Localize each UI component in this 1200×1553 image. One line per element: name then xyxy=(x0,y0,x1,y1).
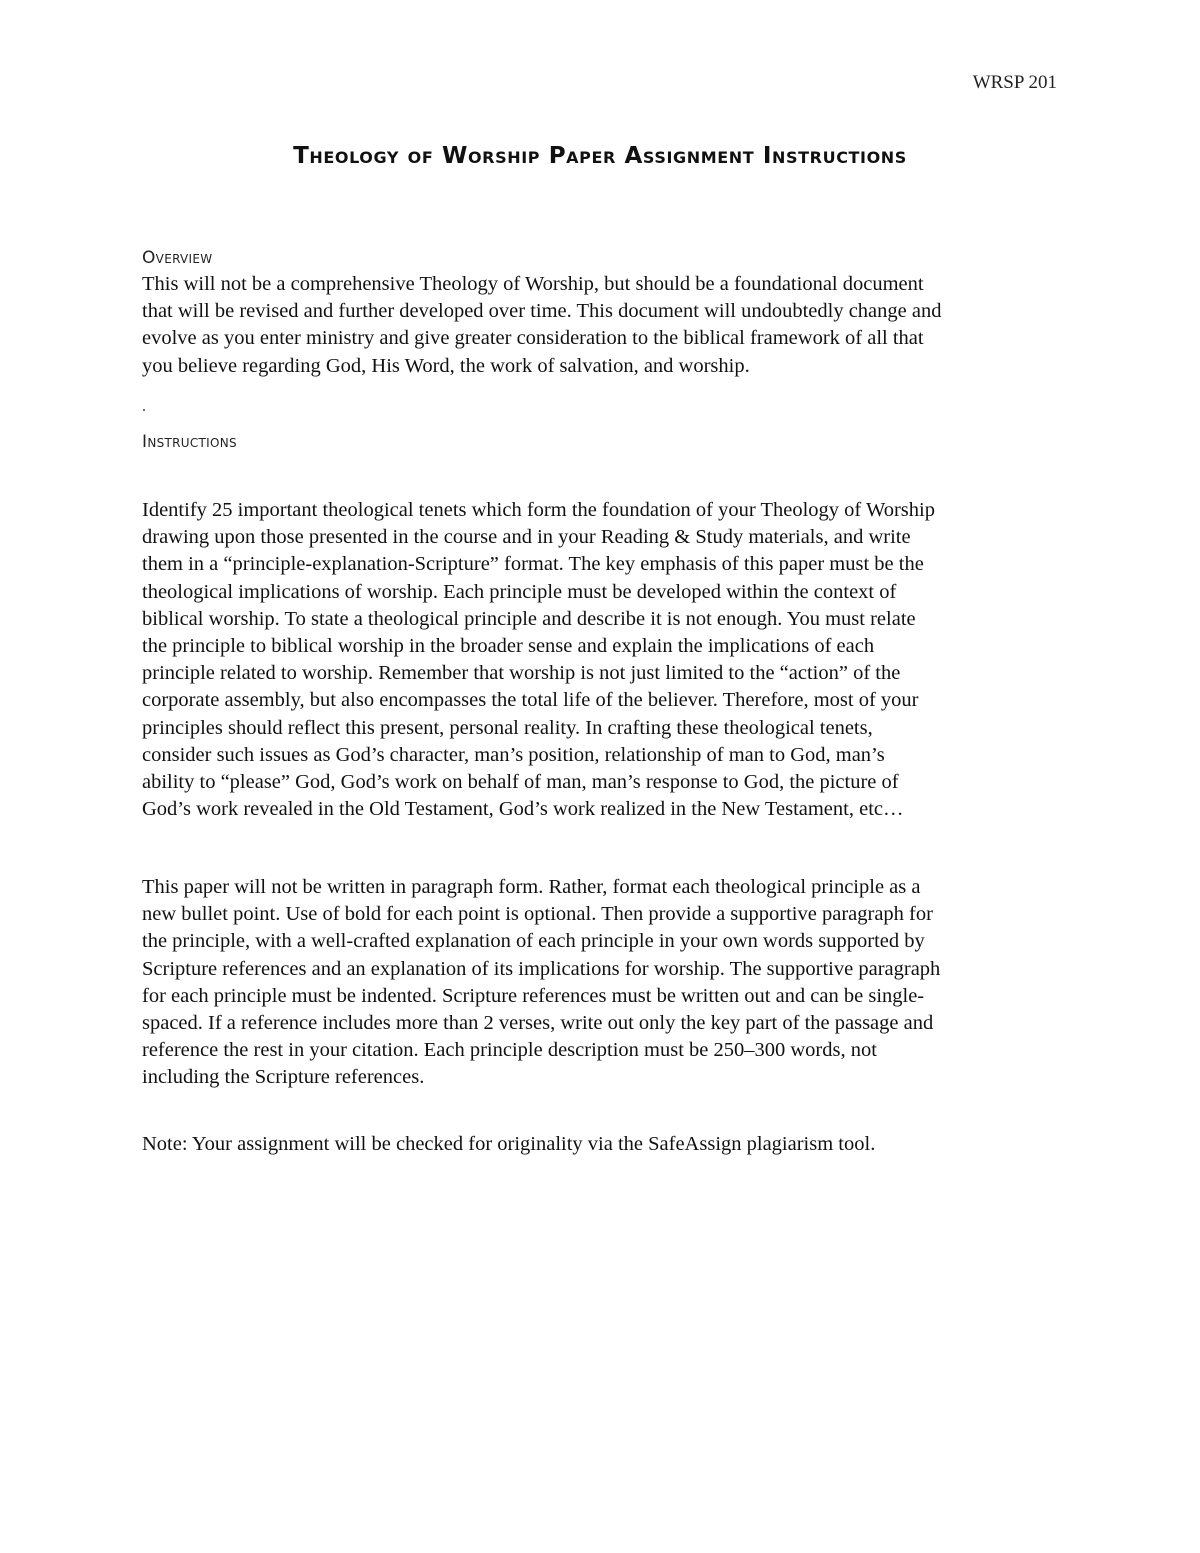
overview-heading: Overview xyxy=(142,248,213,268)
instructions-heading: Instructions xyxy=(142,432,237,452)
page-title: Theology of Worship Paper Assignment Instructions xyxy=(293,143,907,169)
overview-paragraph: This will not be a comprehensive Theology of Worship, but should be a foundational document that will be revised and further developed over time. This document will undoubtedly change and evolve as you enter ministry and give greater consideration to the biblical framework of all that you believe regarding God, His Word, the work of salvation, and worship. xyxy=(142,273,942,377)
course-code: WRSP 201 xyxy=(972,72,1057,93)
separator-dot: . xyxy=(142,398,146,415)
originality-note: Note: Your assignment will be checked for originality via the SafeAssign plagiarism tool. xyxy=(142,1133,876,1155)
instructions-paragraph-1: Identify 25 important theological tenets which form the foundation of your Theology of Worship drawing upon those presented in the course and in your Reading & Study materials, and write them in a “principle-explanation-Scripture” format. The key emphasis of this paper must be the theological implications of worship. Each principle must be developed within the context of biblical worship. To state a theological principle and describe it is not enough. You must relate the principle to biblical worship in the broader sense and explain the implications of each principle related to worship. Remember that worship is not just limited to the “action” of the corporate assembly, but also encompasses the total life of the believer. Therefore, most of your principles should reflect this present, personal reality. In crafting these theological tenets, consider such issues as God’s character, man’s position, relationship of man to God, man’s ability to “please” God, God’s work on behalf of man, man’s response to God, the picture of God’s work revealed in the Old Testament, God’s work realized in the New Testament, etc… xyxy=(142,499,935,821)
instructions-paragraph-2: This paper will not be written in paragraph form. Rather, format each theological principle as a new bullet point. Use of bold for each point is optional. Then provide a supportive paragraph for the principle, with a well-crafted explanation of each principle in your own words supported by Scripture references and an explanation of its implications for worship. The supportive paragraph for each principle must be indented. Scripture references must be written out and can be single- spaced. If a reference includes more than 2 verses, write out only the key part of the passage and reference the rest in your citation. Each principle description must be 250–300 words, not including the Scripture references. xyxy=(142,876,941,1089)
